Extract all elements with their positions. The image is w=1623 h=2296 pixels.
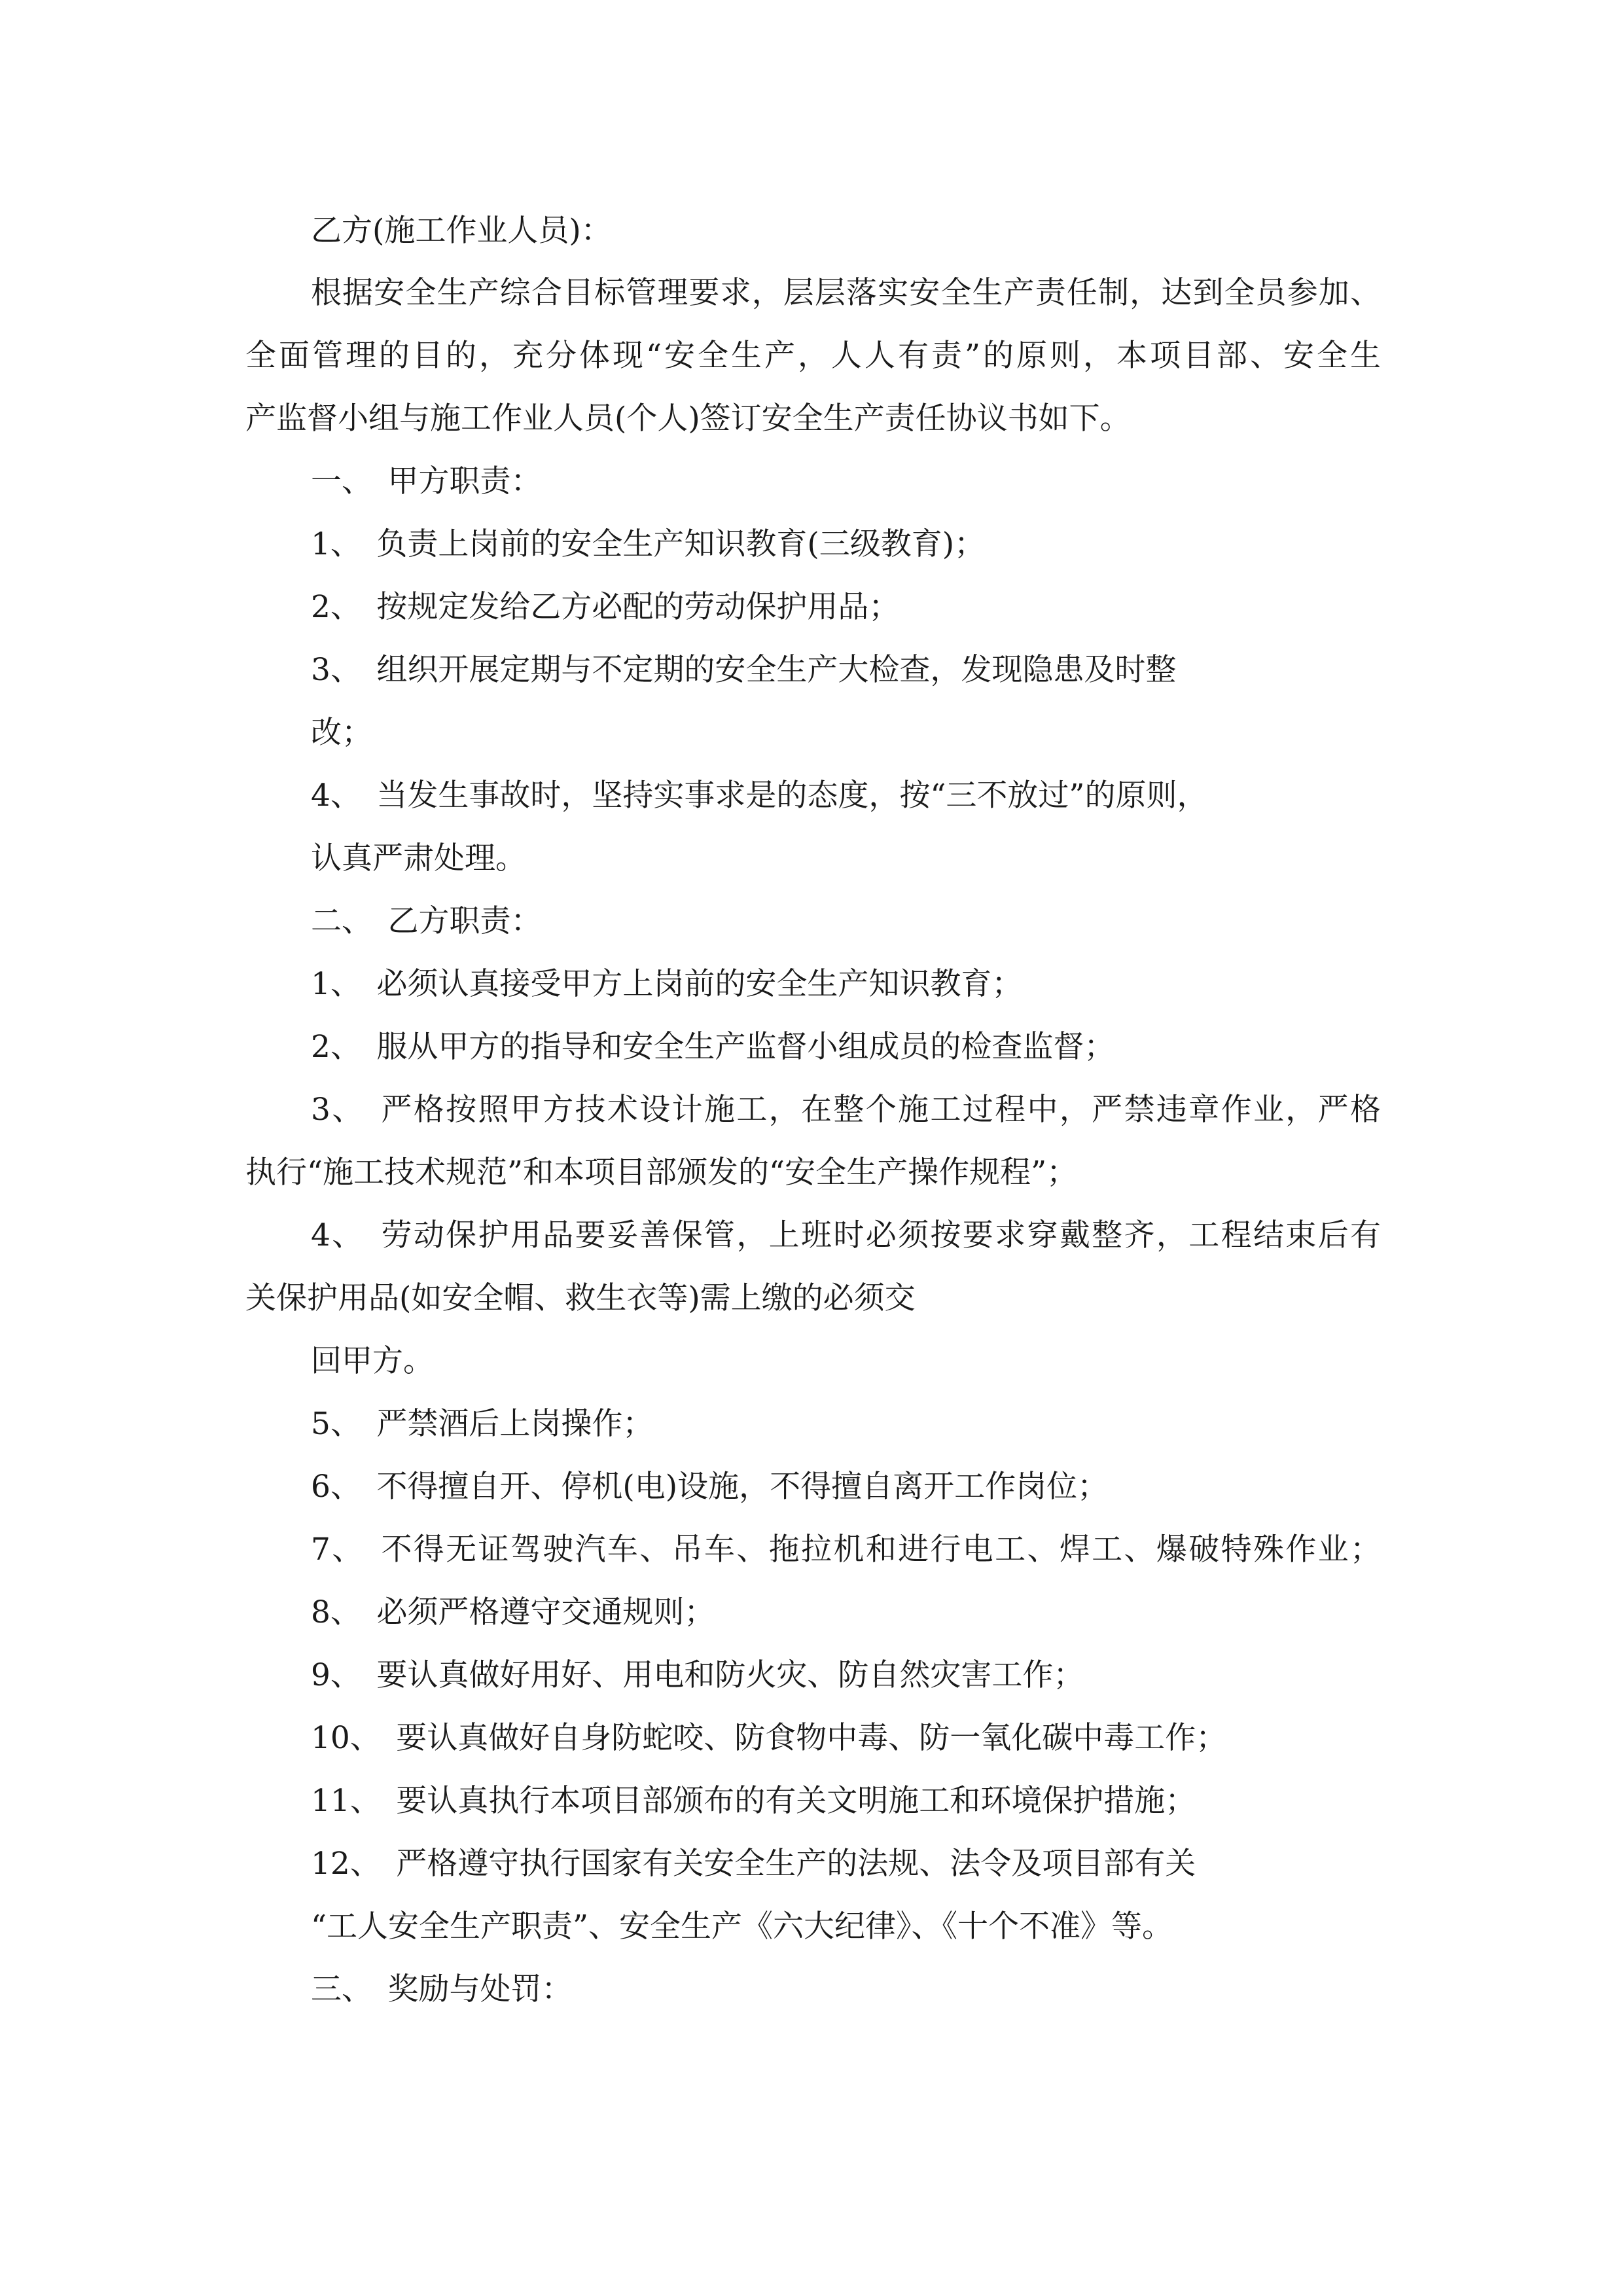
section-2-item-11: 11、 要认真执行本项目部颁布的有关文明施工和环境保护措施； [311,1783,1196,1819]
section-2-item-5: 5、 严禁酒后上岗操作； [311,1406,654,1442]
section-1-item-4: 4、 当发生事故时，坚持实事求是的态度，按“三不放过”的原则， [311,778,1208,814]
intro-line-2: 全面管理的目的，充分体现“安全生产，人人有责”的原则，本项目部、安全生 [245,338,1381,374]
section-2-item-3-cont: 执行“施工技术规范”和本项目部颁发的“安全生产操作规程”； [245,1155,1078,1191]
intro-line-1: 根据安全生产综合目标管理要求，层层落实安全生产责任制，达到全员参加、 [311,275,1381,311]
section-2-item-3: 3、 严格按照甲方技术设计施工，在整个施工过程中，严禁违章作业，严格 [311,1092,1381,1128]
section-2-item-1: 1、 必须认真接受甲方上岗前的安全生产知识教育； [311,966,1023,1002]
section-1-item-2: 2、 按规定发给乙方必配的劳动保护用品； [311,589,900,625]
section-2-item-9: 9、 要认真做好用好、用电和防火灾、防自然灾害工作； [311,1657,1084,1693]
section-2-item-4-cont: 关保护用品(如安全帽、救生衣等)需上缴的必须交 [245,1280,916,1316]
intro-line-3: 产监督小组与施工作业人员(个人)签订安全生产责任协议书如下。 [245,401,1131,437]
section-1-title: 一、 甲方职责： [311,463,542,499]
section-2-item-8: 8、 必须严格遵守交通规则； [311,1594,715,1630]
section-2-item-4: 4、 劳动保护用品要妥善保管，上班时必须按要求穿戴整齐，工程结束后有 [311,1217,1381,1253]
section-2-item-2: 2、 服从甲方的指导和安全生产监督小组成员的检查监督； [311,1029,1115,1065]
party-b-header: 乙方(施工作业人员)： [311,213,612,249]
section-2-item-10: 10、 要认真做好自身防蛇咬、防食物中毒、防一氧化碳中毒工作； [311,1720,1227,1756]
section-2-item-12: 12、 严格遵守执行国家有关安全生产的法规、法令及项目部有关 [311,1846,1196,1882]
section-2-title: 二、 乙方职责： [311,903,542,939]
section-2-item-12-cont: “工人安全生产职责”、安全生产《六大纪律》、《十个不准》等。 [311,1909,1173,1945]
section-1-item-1: 1、 负责上岗前的安全生产知识教育(三级教育)； [311,526,986,562]
section-1-item-3-cont: 改； [311,715,372,751]
section-3-title: 三、 奖励与处罚： [311,1971,573,2007]
section-1-item-4-cont: 认真严肃处理。 [311,840,526,876]
section-2-item-4-cont-2: 回甲方。 [311,1343,434,1379]
section-1-item-3: 3、 组织开展定期与不定期的安全生产大检查，发现隐患及时整 [311,652,1177,688]
section-2-item-6: 6、 不得擅自开、停机(电)设施，不得擅自离开工作岗位； [311,1469,1109,1505]
section-2-item-7: 7、 不得无证驾驶汽车、吊车、拖拉机和进行电工、焊工、爆破特殊作业； [311,1532,1381,1568]
